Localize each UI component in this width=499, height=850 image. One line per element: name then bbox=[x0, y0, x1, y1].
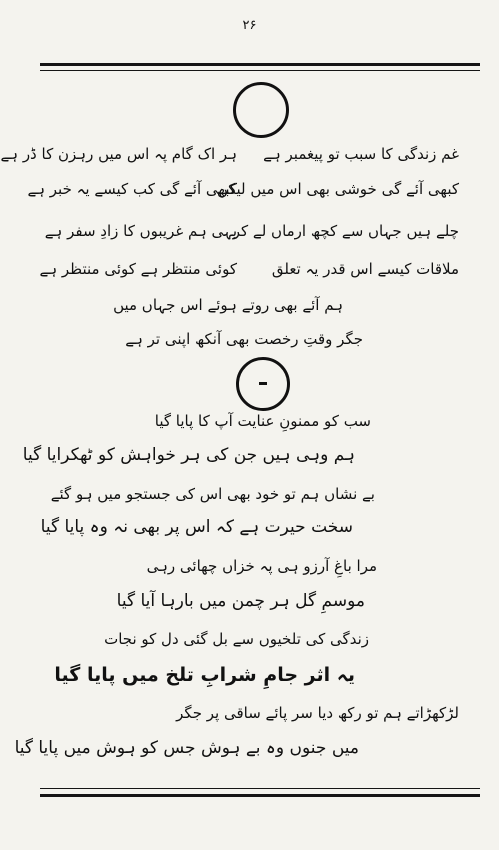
ghazal-closing-line: ہم آئے بھی روتے ہوئے اس جہاں میں bbox=[113, 296, 343, 314]
ghazal-closing-line: جگر وقتِ رخصت بھی آنکھ اپنی تر ہے bbox=[125, 330, 363, 348]
section-circle-ornament bbox=[233, 82, 289, 138]
section-circle-ornament bbox=[236, 357, 290, 411]
bottom-rule-thick bbox=[40, 794, 480, 797]
poem-line: میں جنوں وہ بے ہوش جس کو ہوش میں پایا گیا bbox=[14, 738, 359, 758]
bottom-rule-thin bbox=[40, 788, 480, 789]
ornament-dash bbox=[259, 382, 267, 385]
ghazal-line: کبھی آئے گی کب کیسے یہ خبر ہے bbox=[27, 180, 237, 198]
poem-line: موسمِ گل ہر چمن میں بارہا آیا گیا bbox=[116, 591, 365, 611]
ghazal-line: ملاقات کیسے اس قدر یہ تعلق bbox=[271, 260, 459, 278]
poem-line: مرا باغِ آرزو ہی پہ خزاں چھائی رہی bbox=[146, 557, 377, 575]
ghazal-line: کوئی منتظر ہے کوئی منتظر ہے bbox=[39, 260, 237, 278]
poem-line: سب کو ممنونِ عنایت آپ کا پایا گیا bbox=[154, 412, 371, 430]
top-rule-thin bbox=[40, 70, 480, 71]
poem-line: ہم وہی ہیں جن کی ہر خواہش کو ٹھکرایا گیا bbox=[22, 445, 355, 465]
ghazal-line: ہر اک گام پہ اس میں رہزن کا ڈر ہے bbox=[0, 145, 237, 163]
ghazal-line: غم زندگی کا سبب تو پیغمبر ہے bbox=[263, 145, 459, 163]
ghazal-line: چلے ہیں جہاں سے کچھ ارماں لے کر bbox=[232, 222, 459, 240]
poem-line: یہ اثر جامِ شرابِ تلخ میں پایا گیا bbox=[54, 664, 355, 686]
poem-line: بے نشاں ہم تو خود بھی اس کی جستجو میں ہو گئے bbox=[50, 485, 375, 503]
top-rule-thick bbox=[40, 63, 480, 66]
poem-line: لڑکھڑاتے ہم تو رکھ دیا سر پائے ساقی پر جگر bbox=[176, 704, 459, 722]
ghazal-line: کبھی آئے گی خوشی بھی اس میں لیکن bbox=[216, 180, 459, 198]
page-number: ۲۶ bbox=[242, 18, 257, 33]
poem-line: زندگی کی تلخیوں سے بل گئی دل کو نجات bbox=[104, 630, 369, 648]
poem-line: سخت حیرت ہے کہ اس پر بھی نہ وہ پایا گیا bbox=[40, 517, 353, 537]
ghazal-line: یہی ہم غریبوں کا زادِ سفر ہے bbox=[44, 222, 237, 240]
